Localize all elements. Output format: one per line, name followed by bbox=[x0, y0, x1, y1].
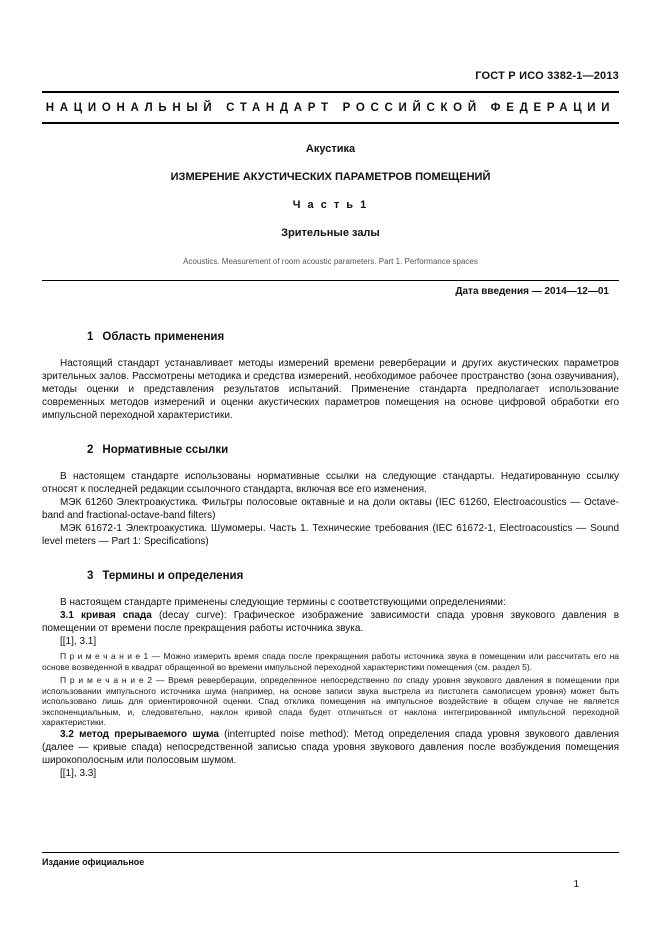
section-3-title: Термины и определения bbox=[102, 570, 244, 582]
section-1-heading bbox=[42, 331, 619, 343]
title-block bbox=[42, 143, 619, 266]
term-3-1-name: 3.1 кривая спада bbox=[60, 610, 152, 621]
effective-date: Дата введения — 2014—12—01 bbox=[455, 286, 609, 297]
date-rule bbox=[42, 280, 619, 281]
note-1: П р и м е ч а н и е 1 — Можно измерить время спада после прекращения работы источника звука в помещении или рассчитать его на основе возведенной в квадрат обращенной во времени импульсной переходной характеристики помещения (см. раздел 5). bbox=[42, 651, 619, 672]
title-subtitle: Зрительные залы bbox=[281, 227, 380, 239]
section-2-heading bbox=[42, 444, 619, 456]
section-2-number: 2 bbox=[87, 444, 94, 456]
edition-note: Издание официальное bbox=[42, 857, 145, 867]
national-standard-banner: НАЦИОНАЛЬНЫЙ СТАНДАРТ РОССИЙСКОЙ ФЕДЕРАЦИИ bbox=[45, 102, 616, 114]
header-bottom-rule bbox=[42, 122, 619, 124]
section-1-title: Область применения bbox=[102, 331, 225, 343]
term-3-1-definition: (decay curve): Графическое изображение зависимости спада уровня звукового давления в помещении от времени после прекращения работы источника звука. bbox=[42, 610, 620, 634]
term-definition-3-2 bbox=[42, 728, 619, 767]
term-definition-3-1 bbox=[42, 609, 619, 635]
term-3-2-definition: (interrupted noise method): Метод определения спада уровня звукового давления (далее — кривые спада) непосредственной записью спада уровня звукового давления после возбуждения помещения широкополосным или полосовым шумом. bbox=[42, 728, 619, 766]
section-3-number: 3 bbox=[87, 570, 94, 582]
header-top-rule bbox=[42, 91, 619, 93]
title-main: ИЗМЕРЕНИЕ АКУСТИЧЕСКИХ ПАРАМЕТРОВ ПОМЕЩЕНИЙ bbox=[170, 171, 491, 183]
normative-reference: МЭК 61260 Электроакустика. Фильтры полосовые октавные и на доли октавы (IEC 61260, Electroacoustics — Octave-band and fractional-octave-band filters) bbox=[42, 497, 619, 521]
title-english: Acoustics. Measurement of room acoustic parameters. Part 1. Performance spaces bbox=[183, 257, 478, 266]
page-footer bbox=[42, 852, 619, 890]
footer-rule bbox=[42, 852, 619, 853]
term-3-1-reference: [[1], 3.1] bbox=[60, 636, 97, 647]
term-3-2-name: 3.2 метод прерываемого шума bbox=[60, 728, 219, 740]
section-1-paragraph: Настоящий стандарт устанавливает методы измерений времени реверберации и других акустических параметров зрительных залов. Рассмотрены методика и средства измерений, необходимое рабочее пространство (зона озвучивания), методы оценки и представления результатов испытаний. Применение стандарта предполагает использование современных методов измерений и оценки акустических параметров помещения на основе цифровой обработки его импульсной переходной характеристики. bbox=[42, 358, 619, 421]
section-2-paragraph: В настоящем стандарте использованы нормативные ссылки на следующие стандарты. Недатированную ссылку относят к последней редакции ссылочного стандарта, включая все его изменения. bbox=[42, 471, 619, 495]
section-2-title: Нормативные ссылки bbox=[102, 444, 229, 456]
page-number: 1 bbox=[573, 879, 579, 890]
note-2: П р и м е ч а н и е 2 — Время реверберации, определенное непосредственно по спаду уровня звукового давления в помещении при использовании импульсного источника шума (например, на основе записи звука выстрела из пистолета самописцем уровня) может быть использовано лишь для ориентировочной оценки. Спад отклика помещения на импульсное воздействие в общем случае не является экспоненциальным, и, следовательно, наклон кривой спада будет отличаться от наклона интегрированной импульсной переходной характеристики. bbox=[42, 675, 619, 727]
section-3-heading bbox=[42, 570, 619, 582]
doc-code: ГОСТ Р ИСО 3382-1—2013 bbox=[475, 70, 619, 82]
term-3-2-reference: [[1], 3.3] bbox=[60, 767, 97, 779]
section-3-paragraph: В настоящем стандарте применены следующие термины с соответствующими определениями: bbox=[60, 597, 506, 608]
normative-reference: МЭК 61672-1 Электроакустика. Шумомеры. Часть 1. Технические требования (IEC 61672-1, Electroacoustics — Sound level meters — Part 1: Specifications) bbox=[42, 523, 619, 547]
title-part: Ч а с т ь 1 bbox=[292, 199, 369, 211]
section-1-number: 1 bbox=[87, 331, 94, 343]
title-subject: Акустика bbox=[305, 143, 356, 155]
